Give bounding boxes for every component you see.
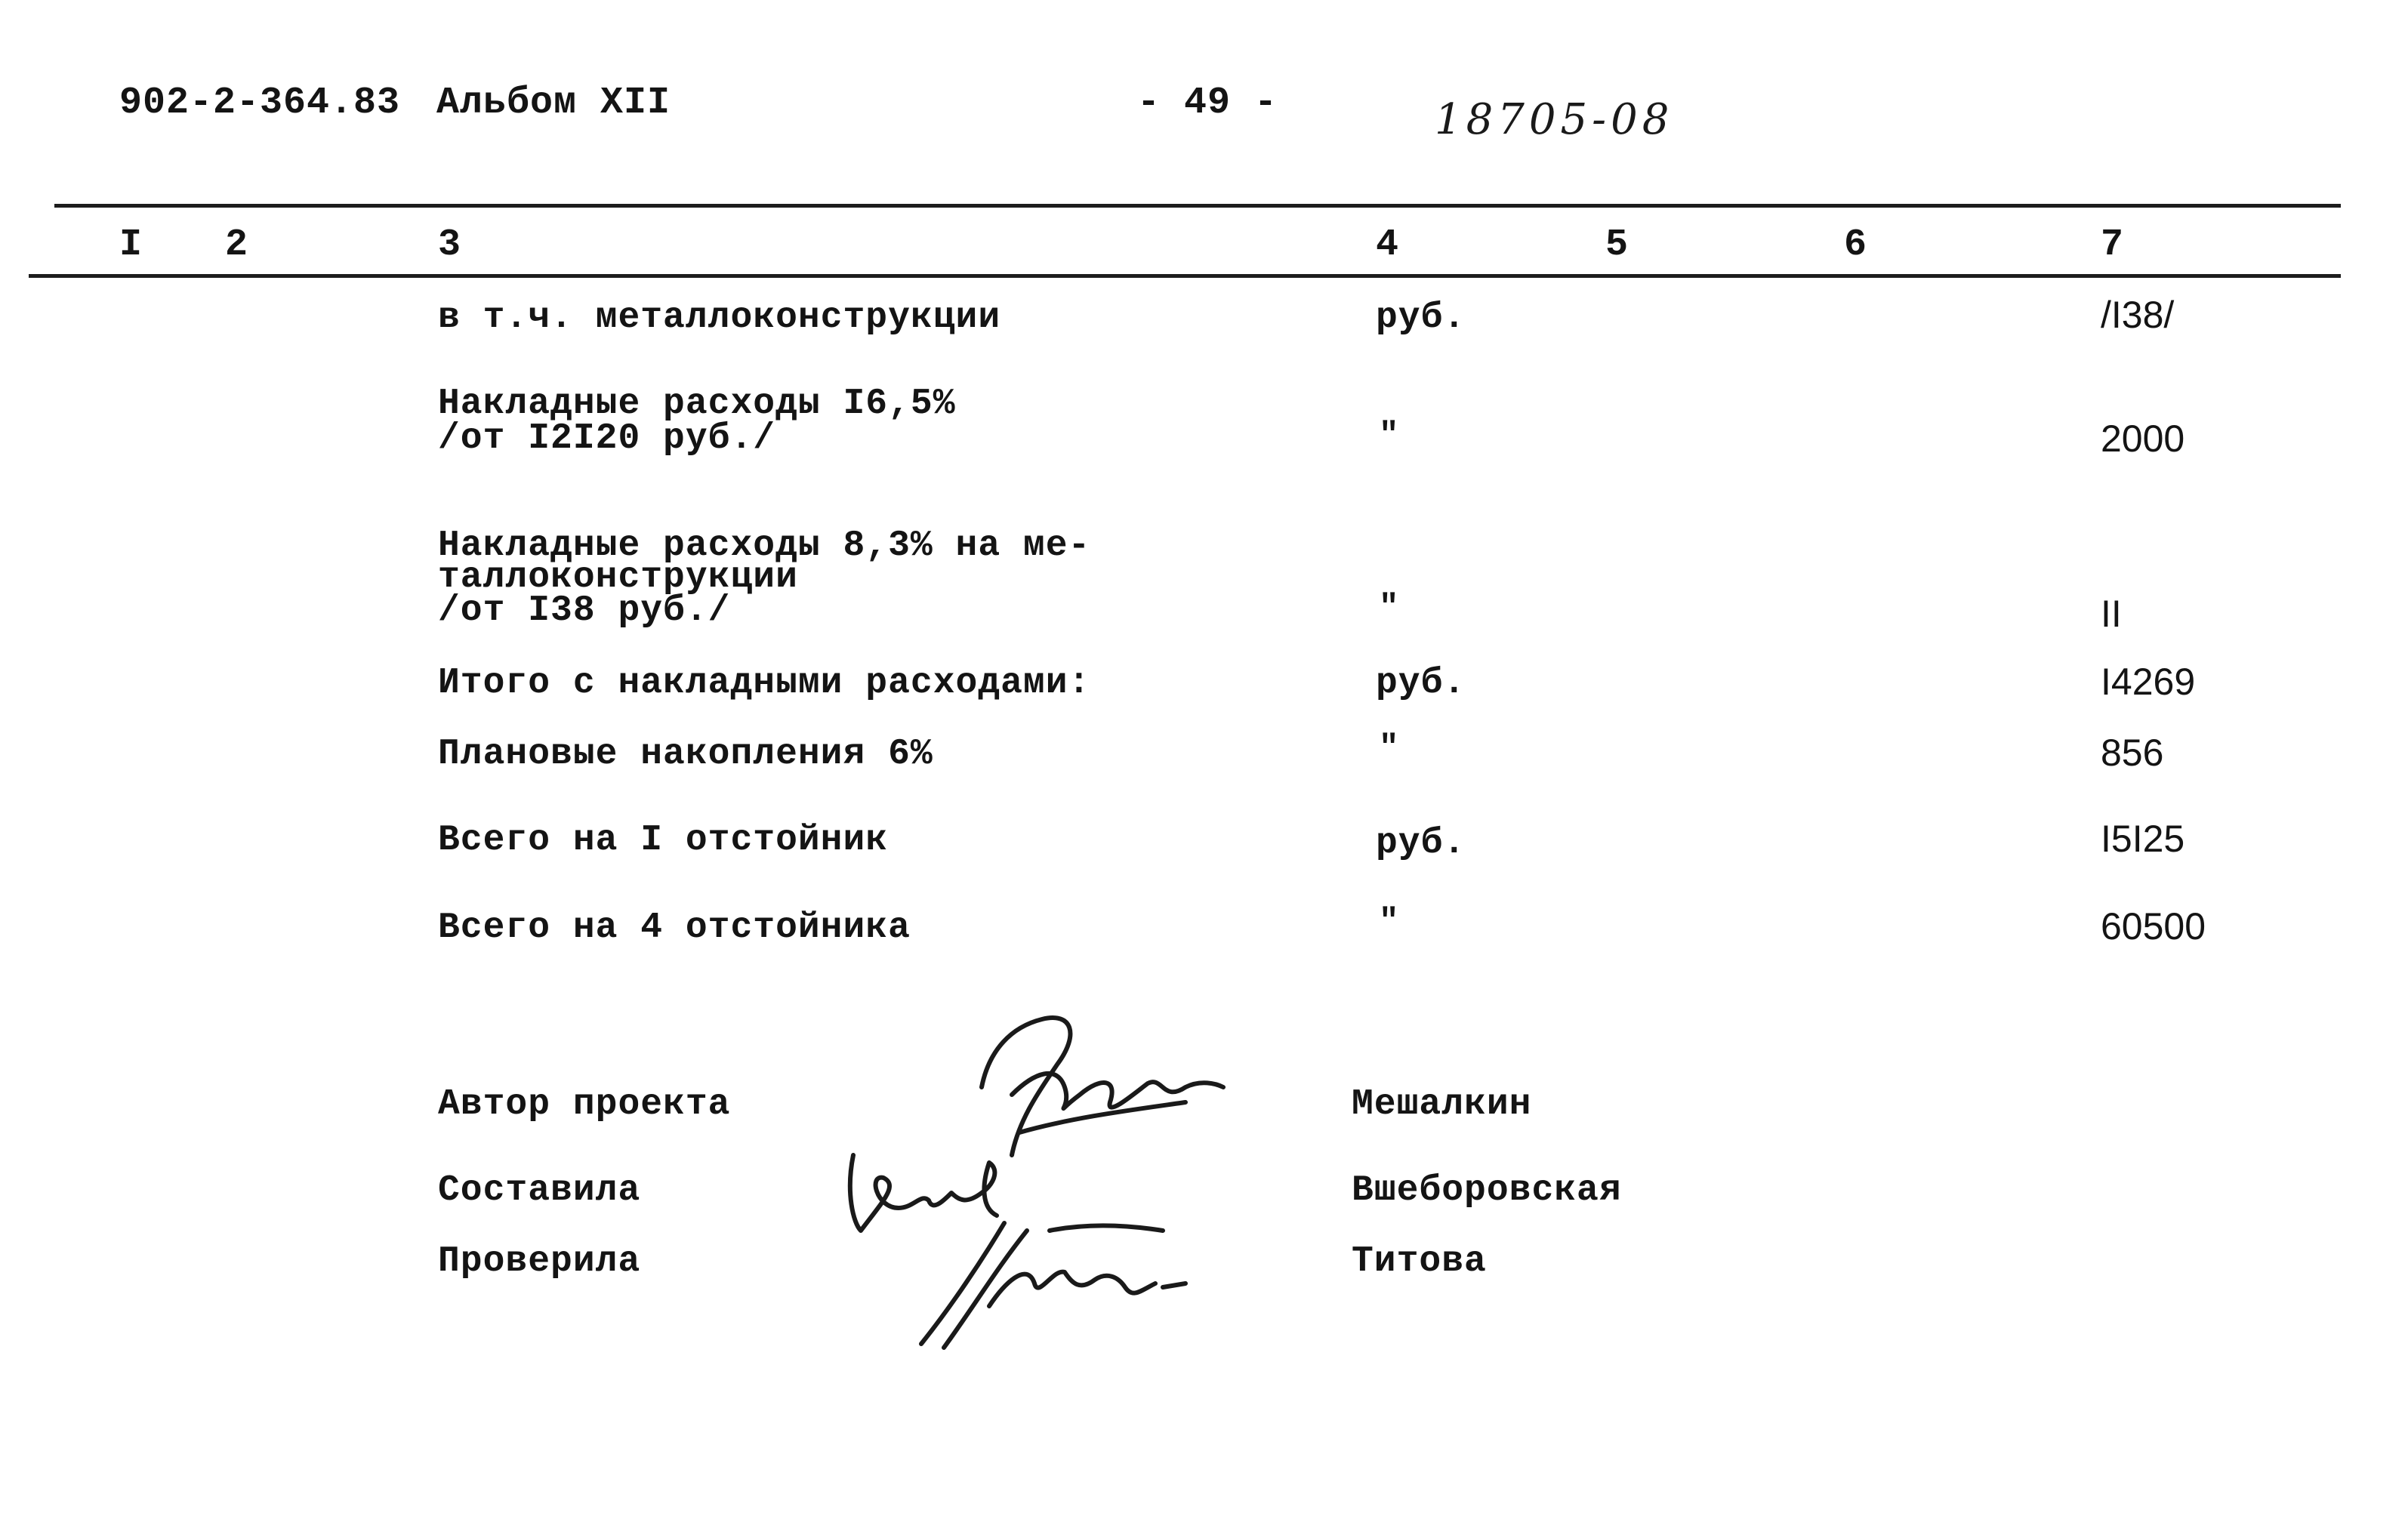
row-2-description-line-1: Накладные расходы I6,5% [438,384,956,424]
column-header-3: 3 [438,223,461,267]
column-header-4: 4 [1376,223,1399,267]
row-3-value: II [2101,593,2122,635]
row-5-value: 856 [2101,732,2164,774]
row-1-unit: руб. [1376,297,1466,338]
row-4-value: I4269 [2101,661,2196,703]
row-7-value: 60500 [2101,905,2206,948]
column-header-6: 6 [1844,223,1867,267]
row-1-description: в т.ч. металлоконструкции [438,297,1001,338]
author-name: Мешалкин [1352,1084,1532,1125]
column-header-5: 5 [1605,223,1629,267]
row-1-value: /I38/ [2101,294,2175,336]
checker-name: Титова [1352,1241,1487,1282]
row-6-unit: руб. [1376,823,1466,864]
column-header-2: 2 [225,223,248,267]
compiler-name: Вшеборовская [1352,1170,1622,1211]
row-2-description-line-2: /от I2I20 руб./ [438,418,776,459]
row-7-unit-ditto: " [1379,903,1399,941]
author-role: Автор проекта [438,1084,731,1125]
row-3-unit-ditto: " [1379,589,1399,627]
row-2-value: 2000 [2101,418,2185,460]
row-5-description: Плановые накопления 6% [438,734,933,775]
page-number: - 49 - [1137,82,1278,125]
top-rule [54,204,2341,208]
row-3-description-line-3: /от I38 руб./ [438,590,731,631]
column-header-7: 7 [2101,223,2124,267]
row-3-description-line-1: Накладные расходы 8,3% на ме- [438,525,1091,566]
row-3-description-line-2: таллоконструкции [438,557,798,598]
bottom-rule [29,274,2341,278]
album-label: Альбом XII [436,82,671,125]
row-4-description: Итого с накладными расходами: [438,663,1091,704]
handwritten-number: 18705-08 [1435,95,1674,144]
row-6-description: Всего на I отстойник [438,820,889,861]
row-6-value: I5I25 [2101,818,2185,860]
signature-checker [914,1216,1201,1367]
row-7-description: Всего на 4 отстойника [438,907,911,948]
row-2-unit-ditto: " [1379,417,1399,454]
column-header-1: I [119,223,143,267]
checker-role: Проверила [438,1241,641,1282]
row-4-unit: руб. [1376,663,1466,704]
row-5-unit-ditto: " [1379,729,1399,767]
compiler-role: Составила [438,1170,641,1211]
document-code: 902-2-364.83 [119,82,401,125]
